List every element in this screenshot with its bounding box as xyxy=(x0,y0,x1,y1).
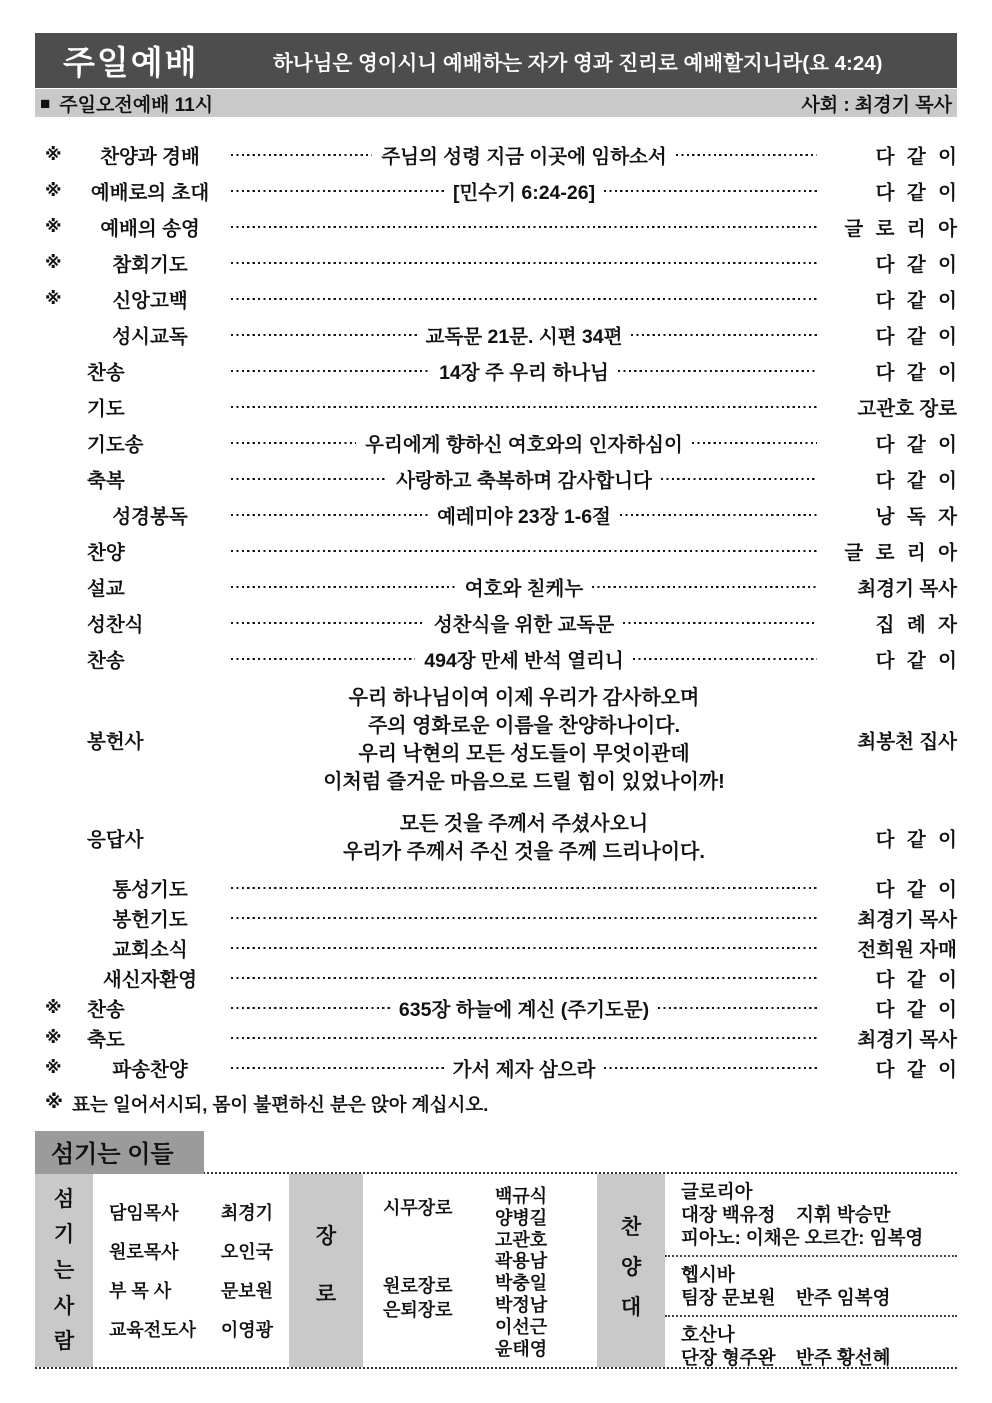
dotted-leader xyxy=(231,514,428,516)
row-performer: 다 같 이 xyxy=(875,362,957,384)
service-row xyxy=(35,803,957,873)
row-label: 기도 xyxy=(87,398,125,420)
row-middle xyxy=(231,141,817,169)
dotted-leader xyxy=(231,226,817,228)
choir-detail-line: 대장 백유정 지휘 박승만 xyxy=(681,1204,891,1225)
row-middle xyxy=(231,1054,817,1082)
row-label: 교회소식 xyxy=(112,939,188,961)
service-row xyxy=(35,605,957,641)
row-label: 축복 xyxy=(87,470,125,492)
row-label: 신앙고백 xyxy=(112,290,188,312)
row-performer: 낭 독 자 xyxy=(875,506,957,528)
vertical-label-char: 대 xyxy=(620,1296,642,1319)
row-center-text: 성찬식을 위한 교독문 xyxy=(433,614,615,636)
elder-roles-retired xyxy=(383,1274,495,1322)
dotted-leader xyxy=(231,1037,817,1039)
row-performer: 다 같 이 xyxy=(875,470,957,492)
pastor-name: 이영광 xyxy=(220,1320,273,1340)
row-middle xyxy=(231,501,817,529)
row-label: 응답사 xyxy=(87,829,144,851)
dotted-leader xyxy=(231,622,425,624)
dotted-leader xyxy=(231,1067,444,1069)
service-row xyxy=(35,209,957,245)
row-performer: 전희원 자매 xyxy=(857,939,957,961)
choir-detail-line: 단장 형주완 반주 황선혜 xyxy=(681,1347,891,1368)
servants-section xyxy=(35,1131,957,1369)
row-center-text: 가서 제자 삼으라 xyxy=(452,1059,596,1081)
elder-role-retired: 원로장로 xyxy=(383,1276,453,1296)
dotted-leader xyxy=(231,154,372,156)
pastor-row xyxy=(109,1199,273,1225)
vertical-label-char: 사 xyxy=(53,1294,75,1318)
row-label: 찬송 xyxy=(87,362,125,384)
service-row xyxy=(35,173,957,209)
footnote-text: 표는 일어서시되, 몸이 불편하신 분은 앉아 계십시오. xyxy=(72,1094,489,1115)
row-performer: 다 같 이 xyxy=(875,650,957,672)
service-row xyxy=(35,1053,957,1083)
elder-name: 박정남 xyxy=(495,1294,548,1315)
choir-name: 헵시바 xyxy=(681,1264,735,1285)
row-performer: 다 같 이 xyxy=(875,434,957,456)
row-center-text: 635장 하늘에 계신 (주기도문) xyxy=(398,999,650,1021)
row-label: 축도 xyxy=(87,1029,125,1051)
row-label: 예배로의 초대 xyxy=(90,182,210,204)
row-text-line: 우리가 주께서 주신 것을 주께 드리나이다. xyxy=(343,841,705,863)
dotted-leader xyxy=(231,442,356,444)
dotted-leader xyxy=(231,262,817,264)
row-performer: 다 같 이 xyxy=(875,1059,957,1081)
service-row xyxy=(35,389,957,425)
servants-table xyxy=(35,1172,957,1369)
footnote xyxy=(35,1091,957,1117)
vertical-label-char: 섬 xyxy=(53,1187,75,1211)
row-text-line: 우리 하나님이여 이제 우리가 감사하오며 xyxy=(348,687,700,709)
row-middle xyxy=(231,609,817,637)
dotted-leader xyxy=(231,887,817,889)
service-row xyxy=(35,641,957,677)
pastor-role: 담임목사 xyxy=(109,1203,179,1223)
row-middle xyxy=(231,177,817,205)
service-row xyxy=(35,425,957,461)
row-center-text: 사랑하고 축복하며 감사합니다 xyxy=(396,470,652,492)
dotted-leader xyxy=(231,917,817,919)
pastor-row xyxy=(109,1316,273,1342)
choir-name: 호산나 xyxy=(681,1324,735,1345)
page-title: 주일예배 xyxy=(63,44,199,81)
service-row xyxy=(35,569,957,605)
row-label: 찬송 xyxy=(87,999,125,1021)
elder-name: 이선근 xyxy=(495,1316,548,1337)
service-row xyxy=(35,533,957,569)
dotted-leader xyxy=(231,478,387,480)
row-label: 통성기도 xyxy=(112,879,188,901)
choir-column xyxy=(665,1174,957,1367)
vertical-label-char: 는 xyxy=(53,1258,75,1282)
service-row xyxy=(35,281,957,317)
dotted-leader xyxy=(231,334,417,336)
pastors-column xyxy=(93,1174,289,1367)
row-performer: 다 같 이 xyxy=(875,254,957,276)
row-center-text: 여호와 칟케누 xyxy=(464,578,584,600)
dotted-leader xyxy=(631,334,817,336)
row-label: 기도송 xyxy=(87,434,144,456)
pastor-name: 최경기 xyxy=(220,1203,273,1223)
row-text-lines xyxy=(231,810,817,866)
row-performer: 다 같 이 xyxy=(875,326,957,348)
vertical-label-char: 찬 xyxy=(620,1216,642,1239)
elder-name: 박충일 xyxy=(495,1273,548,1294)
row-middle xyxy=(231,887,817,889)
dotted-leader xyxy=(623,622,817,624)
row-middle xyxy=(231,406,817,408)
service-list xyxy=(35,117,957,1083)
dotted-leader xyxy=(231,190,444,192)
star-marker: ※ xyxy=(45,145,62,164)
row-performer: 최경기 목사 xyxy=(857,1029,957,1051)
dotted-leader xyxy=(592,586,817,588)
row-performer: 다 같 이 xyxy=(875,999,957,1021)
row-label: 봉헌기도 xyxy=(112,909,188,931)
row-label: 성시교독 xyxy=(112,326,188,348)
pastor-row xyxy=(109,1277,273,1303)
choir-block xyxy=(665,1255,957,1315)
row-middle xyxy=(231,550,817,552)
service-row xyxy=(35,677,957,803)
pastor-name: 문보원 xyxy=(220,1281,273,1301)
elder-role-retired: 은퇴장로 xyxy=(383,1300,453,1320)
service-time xyxy=(40,90,213,117)
elder-name: 곽용남 xyxy=(495,1251,548,1272)
row-label: 찬양과 경배 xyxy=(100,146,200,168)
star-marker: ※ xyxy=(45,253,62,272)
elder-roles-column xyxy=(363,1174,495,1367)
choir-detail-line: 팀장 문보원 반주 임복영 xyxy=(681,1287,891,1308)
row-center-text: 494장 만세 반석 열리니 xyxy=(424,650,624,672)
dotted-leader xyxy=(604,1067,817,1069)
row-performer: 최경기 목사 xyxy=(857,578,957,600)
service-row xyxy=(35,353,957,389)
row-label: 예배의 송영 xyxy=(100,218,200,240)
row-text-line: 주의 영화로운 이름을 찬양하나이다. xyxy=(367,715,681,737)
row-middle xyxy=(231,645,817,673)
service-row xyxy=(35,933,957,963)
row-performer: 다 같 이 xyxy=(875,829,957,851)
row-performer: 최경기 목사 xyxy=(857,909,957,931)
dotted-leader xyxy=(661,478,817,480)
row-label: 성경봉독 xyxy=(112,506,188,528)
presider-label: 사회 : 최경기 목사 xyxy=(801,94,952,116)
elder-role-active: 시무장로 xyxy=(383,1198,453,1218)
pastor-role: 교육전도사 xyxy=(109,1320,196,1340)
row-performer: 다 같 이 xyxy=(875,146,957,168)
service-row xyxy=(35,993,957,1023)
row-label: 성찬식 xyxy=(87,614,144,636)
elder-name: 윤태영 xyxy=(495,1338,548,1359)
choir-name: 글로리아 xyxy=(681,1181,753,1202)
row-center-text: 교독문 21문. 시편 34편 xyxy=(425,326,623,348)
row-middle xyxy=(231,1037,817,1039)
row-label: 참회기도 xyxy=(112,254,188,276)
row-middle xyxy=(231,994,817,1022)
row-label: 설교 xyxy=(87,578,125,600)
dotted-leader xyxy=(231,298,817,300)
dotted-leader xyxy=(618,370,817,372)
row-middle xyxy=(231,977,817,979)
row-middle xyxy=(231,810,817,866)
dotted-leader xyxy=(620,514,817,516)
row-label: 찬양 xyxy=(87,542,125,564)
row-performer: 다 같 이 xyxy=(875,290,957,312)
row-text-lines xyxy=(231,684,817,796)
row-performer: 글 로 리 아 xyxy=(844,218,957,240)
square-bullet-icon: ■ xyxy=(40,93,51,113)
pastor-name: 오인국 xyxy=(220,1242,273,1262)
row-label: 파송찬양 xyxy=(112,1059,188,1081)
service-row xyxy=(35,461,957,497)
service-row xyxy=(35,137,957,173)
service-row xyxy=(35,317,957,353)
pastor-row xyxy=(109,1238,273,1264)
row-middle xyxy=(231,298,817,300)
service-row xyxy=(35,903,957,933)
row-middle xyxy=(231,947,817,949)
row-label: 찬송 xyxy=(87,650,125,672)
elders-vertical-label xyxy=(289,1174,363,1367)
dotted-leader xyxy=(231,947,817,949)
servants-vertical-label xyxy=(35,1174,93,1367)
star-marker: ※ xyxy=(45,181,62,200)
row-text-line: 우리 낙현의 모든 성도들이 무엇이관데 xyxy=(358,743,690,765)
service-row xyxy=(35,873,957,903)
elder-name: 양병길 xyxy=(495,1207,548,1228)
dotted-leader xyxy=(633,658,817,660)
row-middle xyxy=(231,573,817,601)
row-middle xyxy=(231,321,817,349)
vertical-label-char: 로 xyxy=(315,1282,337,1306)
row-performer: 다 같 이 xyxy=(875,182,957,204)
dotted-leader xyxy=(231,977,817,979)
dotted-leader xyxy=(604,190,817,192)
row-center-text: 예레미야 23장 1-6절 xyxy=(437,506,611,528)
vertical-label-char: 양 xyxy=(620,1256,642,1279)
row-label: 새신자환영 xyxy=(102,969,198,991)
dotted-leader xyxy=(231,1007,390,1009)
choir-block xyxy=(665,1174,957,1255)
service-row xyxy=(35,963,957,993)
star-marker: ※ xyxy=(45,998,62,1017)
row-middle xyxy=(231,357,817,385)
star-marker: ※ xyxy=(45,1058,62,1077)
dotted-leader xyxy=(231,406,817,408)
dotted-leader xyxy=(231,550,817,552)
dotted-leader xyxy=(676,154,817,156)
row-middle xyxy=(231,917,817,919)
dotted-leader xyxy=(231,658,415,660)
row-performer: 고관호 장로 xyxy=(857,398,957,420)
choir-detail-line: 피아노: 이채은 오르간: 임복영 xyxy=(681,1227,924,1248)
row-label: 봉헌사 xyxy=(87,731,144,753)
row-middle xyxy=(231,429,817,457)
servants-section-title: 섬기는 이들 xyxy=(35,1131,204,1174)
service-row xyxy=(35,245,957,281)
header-band xyxy=(35,33,957,88)
row-text-line: 이처럼 즐거운 마음으로 드릴 힘이 있었나이까! xyxy=(323,771,725,793)
choir-vertical-label xyxy=(597,1174,665,1367)
vertical-label-char: 람 xyxy=(53,1330,75,1354)
service-row xyxy=(35,497,957,533)
row-text-line: 모든 것을 주께서 주셨사오니 xyxy=(399,813,649,835)
choir-block xyxy=(665,1315,957,1375)
row-middle xyxy=(231,262,817,264)
elder-name: 백규식 xyxy=(495,1186,548,1206)
subheader-band xyxy=(35,89,957,117)
row-middle xyxy=(231,465,817,493)
star-marker: ※ xyxy=(45,217,62,236)
row-center-text: 주님의 성령 지금 이곳에 임하소서 xyxy=(381,146,667,168)
dotted-leader xyxy=(658,1007,817,1009)
dotted-leader xyxy=(231,370,430,372)
dotted-leader xyxy=(231,586,456,588)
row-center-text: 우리에게 향하신 여호와의 인자하심이 xyxy=(365,434,683,456)
row-performer: 다 같 이 xyxy=(875,969,957,991)
pastor-role: 원로목사 xyxy=(109,1242,179,1262)
row-center-text: [민수기 6:24-26] xyxy=(452,182,596,204)
row-performer: 글 로 리 아 xyxy=(844,542,957,564)
row-middle xyxy=(231,684,817,796)
row-performer: 집 례 자 xyxy=(875,614,957,636)
elder-name: 고관호 xyxy=(495,1229,548,1250)
row-performer: 다 같 이 xyxy=(875,879,957,901)
service-row xyxy=(35,1023,957,1053)
dotted-leader xyxy=(692,442,817,444)
star-marker: ※ xyxy=(45,1028,62,1047)
vertical-label-char: 장 xyxy=(315,1225,337,1249)
row-performer: 최봉천 집사 xyxy=(857,731,957,753)
row-center-text: 14장 주 우리 하나님 xyxy=(439,362,609,384)
row-middle xyxy=(231,226,817,228)
star-marker: ※ xyxy=(45,289,62,308)
header-verse: 하나님은 영이시니 예배하는 자가 영과 진리로 예배할지니라(요 4:24) xyxy=(273,51,883,75)
star-icon: ※ xyxy=(45,1091,63,1112)
elder-names-column xyxy=(495,1174,597,1367)
service-time-label: 주일오전예배 11시 xyxy=(59,94,214,116)
vertical-label-char: 기 xyxy=(53,1223,75,1247)
pastor-role: 부 목 사 xyxy=(109,1281,172,1301)
